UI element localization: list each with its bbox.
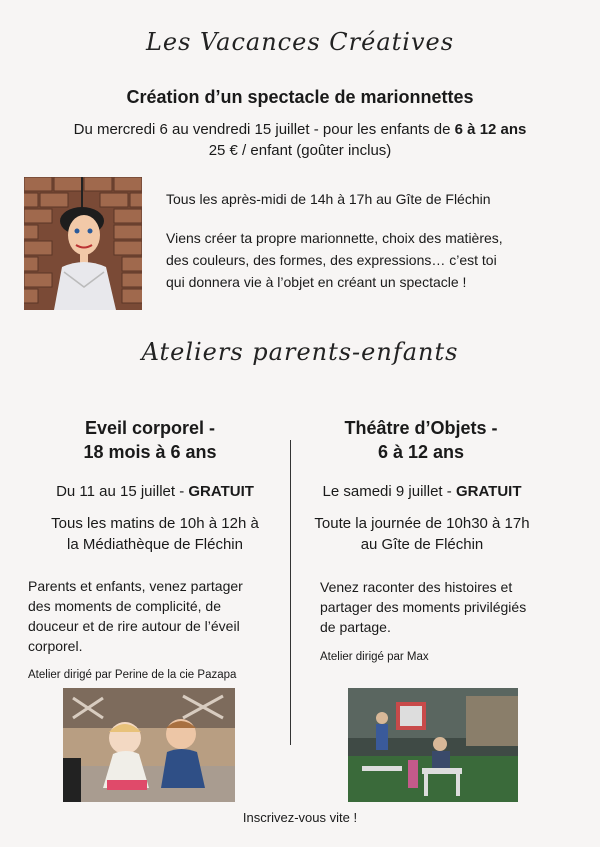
eveil-photo (63, 688, 235, 802)
workshop-schedule: Tous les après-midi de 14h à 17h au Gîte de Fléchin (166, 191, 491, 207)
signup-cta: Inscrivez-vous vite ! (242, 810, 358, 825)
theatre-photo (348, 688, 518, 802)
left-dates: Du 11 au 15 juillet - GRATUIT (56, 483, 254, 500)
right-dates: Le samedi 9 juillet - GRATUIT (322, 483, 522, 500)
children-illustration (63, 688, 235, 802)
right-column-title: Théâtre d’Objets - 6 à 12 ans (344, 418, 498, 462)
left-column-title: Eveil corporel - 18 mois à 6 ans (83, 418, 217, 462)
column-divider (290, 440, 291, 745)
workshop-description: Viens créer ta propre marionnette, choix des matières, des couleurs, des formes, des expressions… c’est toi qui donnera vie à l’objet en créant un spectacle ! (166, 230, 503, 290)
workshop-title: Création d’un spectacle de marionnettes (126, 87, 474, 107)
right-description: Venez raconter des histoires et partager des moments privilégiés de partage. (320, 579, 527, 635)
workshop-price: 25 € / enfant (goûter inclus) (208, 142, 392, 159)
section-title-ateliers: Ateliers parents-enfants (141, 338, 459, 366)
main-title: Les Vacances Créatives (145, 28, 455, 56)
theatre-illustration (348, 688, 518, 802)
left-description: Parents et enfants, venez partager des moments de complicité, de douceur et de rire autour de l’éveil corporel. (28, 578, 243, 654)
right-schedule: Toute la journée de 10h30 à 17h au Gîte de Fléchin (314, 515, 530, 553)
left-credit: Atelier dirigé par Perine de la cie Pazapa (28, 669, 237, 681)
left-schedule: Tous les matins de 10h à 12h à la Médiathèque de Fléchin (51, 515, 259, 553)
puppet-photo (24, 177, 142, 310)
puppet-illustration (24, 177, 142, 310)
right-credit: Atelier dirigé par Max (320, 651, 429, 663)
workshop-dates: Du mercredi 6 au vendredi 15 juillet - pour les enfants de 6 à 12 ans (73, 121, 527, 138)
